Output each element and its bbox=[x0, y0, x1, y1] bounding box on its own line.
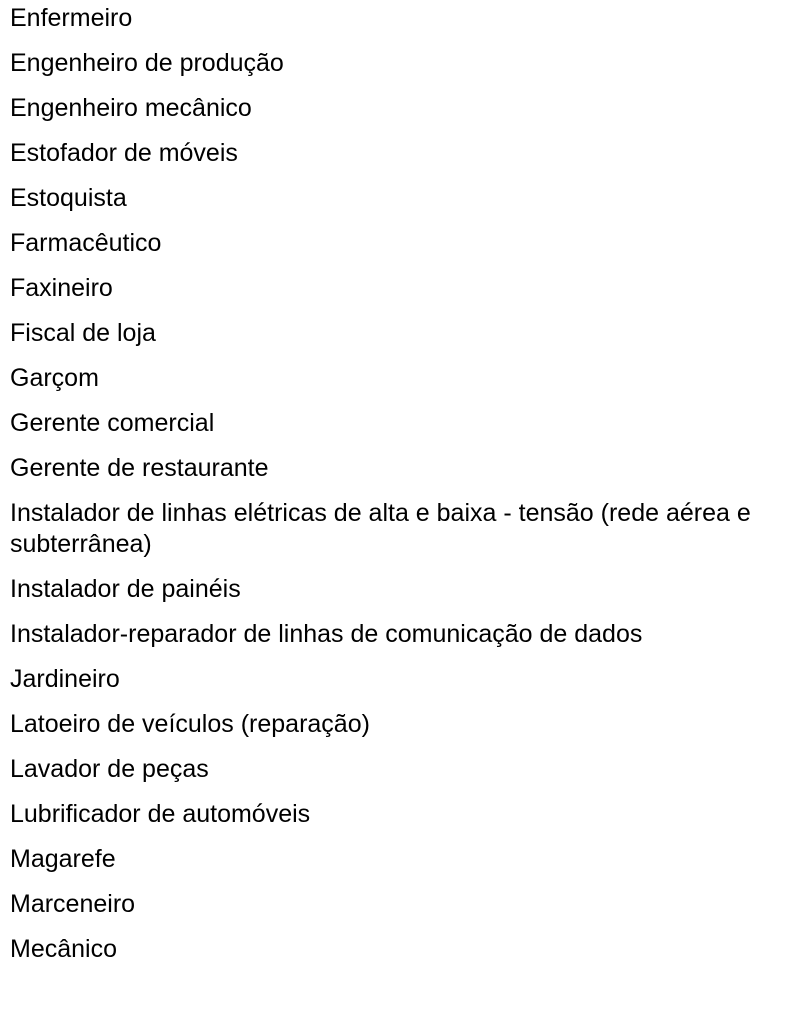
list-item: Lavador de peças bbox=[10, 755, 209, 783]
list-item: Mecânico bbox=[10, 935, 117, 963]
list-item: Estofador de móveis bbox=[10, 139, 238, 167]
list-item: Gerente de restaurante bbox=[10, 454, 269, 482]
list-item: Enfermeiro bbox=[10, 4, 133, 32]
list-item: Estoquista bbox=[10, 184, 127, 212]
list-item: Magarefe bbox=[10, 845, 116, 873]
list-item: Marceneiro bbox=[10, 890, 136, 918]
list-item: Faxineiro bbox=[10, 274, 113, 302]
list-item: Gerente comercial bbox=[10, 409, 215, 437]
list-item: Instalador-reparador de linhas de comunicação de dados bbox=[10, 620, 643, 648]
list-item: Engenheiro de produção bbox=[10, 49, 284, 77]
list-item: Latoeiro de veículos (reparação) bbox=[10, 710, 370, 738]
occupation-list bbox=[10, 3, 780, 979]
list-item: Garçom bbox=[10, 364, 99, 392]
list-item: Instalador de painéis bbox=[10, 575, 241, 603]
list-item: Fiscal de loja bbox=[10, 319, 156, 347]
list-item: Lubrificador de automóveis bbox=[10, 800, 311, 828]
list-item: Jardineiro bbox=[10, 665, 120, 693]
list-item: Engenheiro mecânico bbox=[10, 94, 252, 122]
list-item: Farmacêutico bbox=[10, 229, 162, 257]
list-item: Instalador de linhas elétricas de alta e baixa - tensão (rede aérea e subterrânea) bbox=[10, 499, 751, 558]
